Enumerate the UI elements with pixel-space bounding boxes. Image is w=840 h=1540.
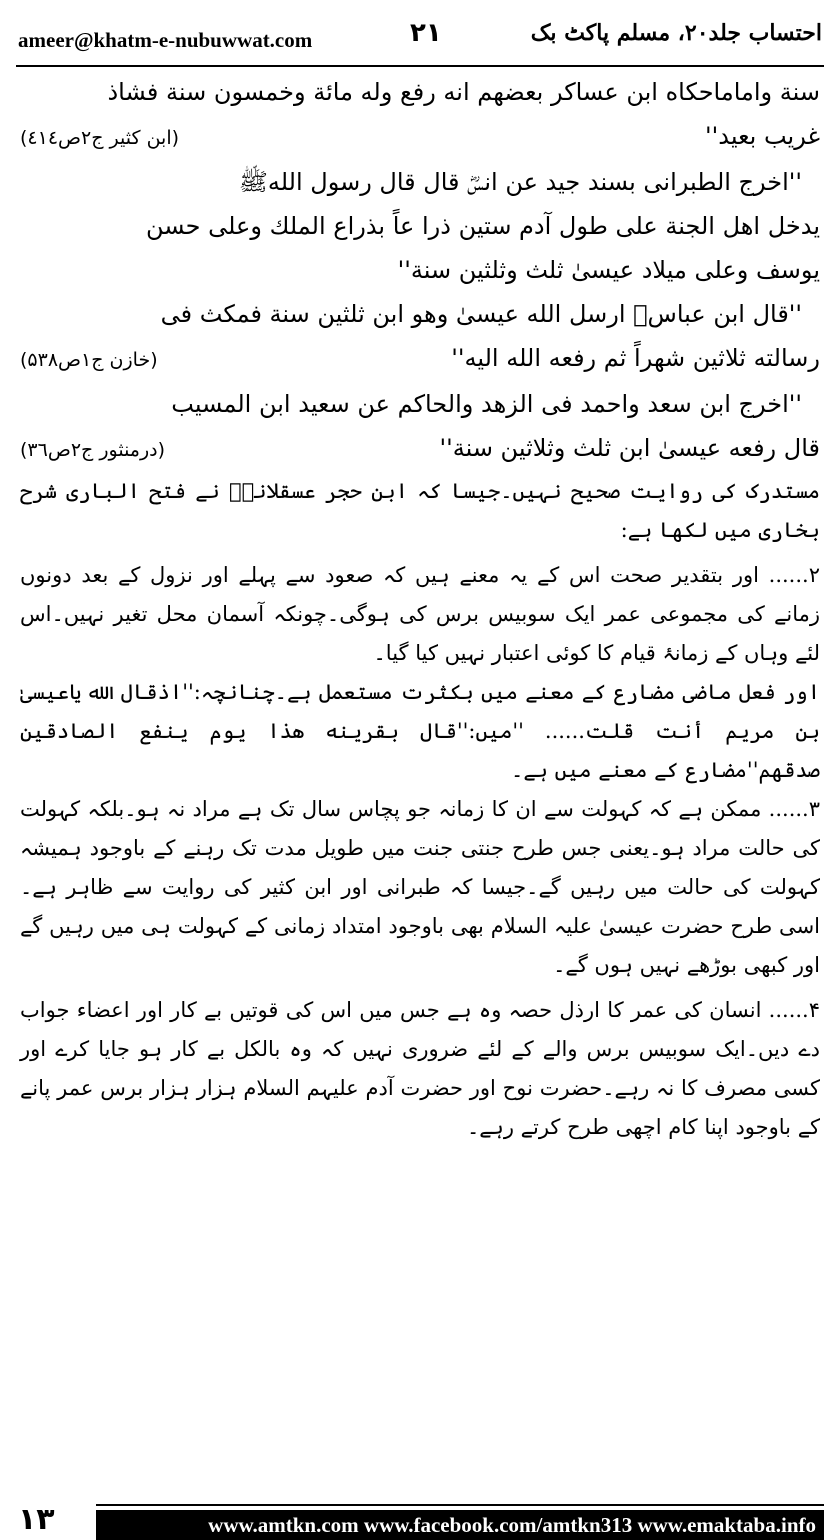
text-line: ''اخرج الطبرانى بسند جيد عن انسؓ قال قال رسول اللهﷺ [238, 168, 802, 196]
page-body [20, 70, 820, 1147]
reference-citation: (خازن ج۱ص۵۳۸) [20, 349, 158, 371]
reference-citation: (درمنثور ج۲ص۳٦) [20, 439, 166, 461]
text-line-with-reference [20, 114, 820, 160]
text-line: سنة واماماحكاه ابن عساكر بعضهم انه رفع وله مائة وخمسون سنة فشاذ [107, 78, 820, 106]
text-line: رسالته ثلاثين شهراً ثم رفعه الله اليه'' [451, 344, 820, 372]
urdu-paragraph: ۲...... اور بتقدیر صحت اس کے یہ معنے ہیں کہ صعود سے پہلے اور نزول کے بعد دونوں زمانے کی مجموعی عمر ایک سوبیس برس کی ہوگی۔چونکہ آسمان محل تغیر نہیں۔اس لئے وہاں کے زمانۂ قیام کا کوئی اعتبار نہیں کیا گیا۔ [20, 563, 820, 665]
footer-rule [96, 1504, 824, 1506]
text-line-with-reference [20, 426, 820, 472]
footer-links: www.amtkn.com www.facebook.com/amtkn313 www.emaktaba.info [96, 1510, 824, 1540]
arabic-paragraph [20, 292, 820, 382]
urdu-paragraph: مستدرک کی روایت صحیح نہیں۔جیسا کہ ابن حجر عسقلانیؒ نے فتح الباری شرح بخاری میں لکھا ہے: [20, 479, 820, 542]
header-rule [16, 65, 824, 67]
urdu-paragraph: ۴...... انسان کی عمر کا ارذل حصہ وہ ہے جس میں اس کی قوتیں بے کار اور اعضاء جواب دے دیں۔ایک سوبیس برس والے کے لئے ضروری نہیں کہ وہ بالکل بے کار ہو جایا کرے اور کسی مصرف کا نہ رہے۔حضرت نوح اور حضرت آدم علیہم السلام ہزار ہزار برس عمر پانے کے باوجود اپنا کام اچھی طرح کرتے رہے۔ [20, 998, 820, 1139]
arabic-paragraph [20, 70, 820, 160]
page-header [16, 14, 824, 62]
reference-citation: (ابن كثير ج۲ص٤١٤) [20, 127, 180, 149]
text-line: يوسف وعلى ميلاد عيسىٰ ثلث وثلثين سنة'' [397, 256, 820, 284]
urdu-paragraph: ۳...... ممکن ہے کہ کہولت سے ان کا زمانہ جو پچاس سال تک ہے مراد نہ ہو۔بلکہ کہولت کی حالت مراد ہو۔یعنی جس طرح جنتی جنت میں طویل مدت تک رہنے کے باوجود ہمیشہ کہولت کی حالت میں رہیں گے۔جیسا کہ طبرانی اور ابن کثیر کی روایت سے ظاہر ہے۔اسی طرح حضرت عیسیٰ علیہ السلام بھی باوجود امتداد زمانی کے کہولت ہی میں رہیں گے اور کبھی بوڑھے نہیں ہوں گے۔ [20, 797, 820, 977]
footer-page-number: ۱۳ [18, 1502, 55, 1537]
arabic-paragraph [20, 160, 820, 292]
urdu-paragraph: اور فعل ماضی مضارع کے معنے میں بکثرت مستعمل ہے۔چنانچہ:''اذقال الله یاعیسیٰ بن مریم أنت قلت...... ''میں:''قال بقرینه هذا یوم ینفع الصادقین صدقهم''مضارع کے معنے میں ہے۔ [20, 680, 820, 782]
text-line: غريب بعيد'' [705, 122, 820, 150]
text-line: ''اخرج ابن سعد واحمد فى الزهد والحاكم عن سعيد ابن المسيب [171, 390, 802, 418]
header-page-number: ۲۱ [410, 18, 442, 48]
text-line: قال رفعه عيسىٰ ابن ثلث وثلاثين سنة'' [439, 434, 820, 462]
header-email: ameer@khatm-e-nubuwwat.com [18, 28, 313, 52]
text-line-with-reference [20, 336, 820, 382]
text-line: ''قال ابن عباسؓ ارسل الله عيسىٰ وهو ابن ثلثين سنة فمكث فى [160, 300, 802, 328]
arabic-paragraph [20, 382, 820, 472]
text-line: يدخل اهل الجنة على طول آدم ستين ذرا عاً بذراع الملك وعلى حسن [145, 212, 820, 240]
header-book-title: احتساب جلد۲۰، مسلم پاکٹ بک [530, 20, 822, 46]
page-footer [16, 1500, 824, 1540]
